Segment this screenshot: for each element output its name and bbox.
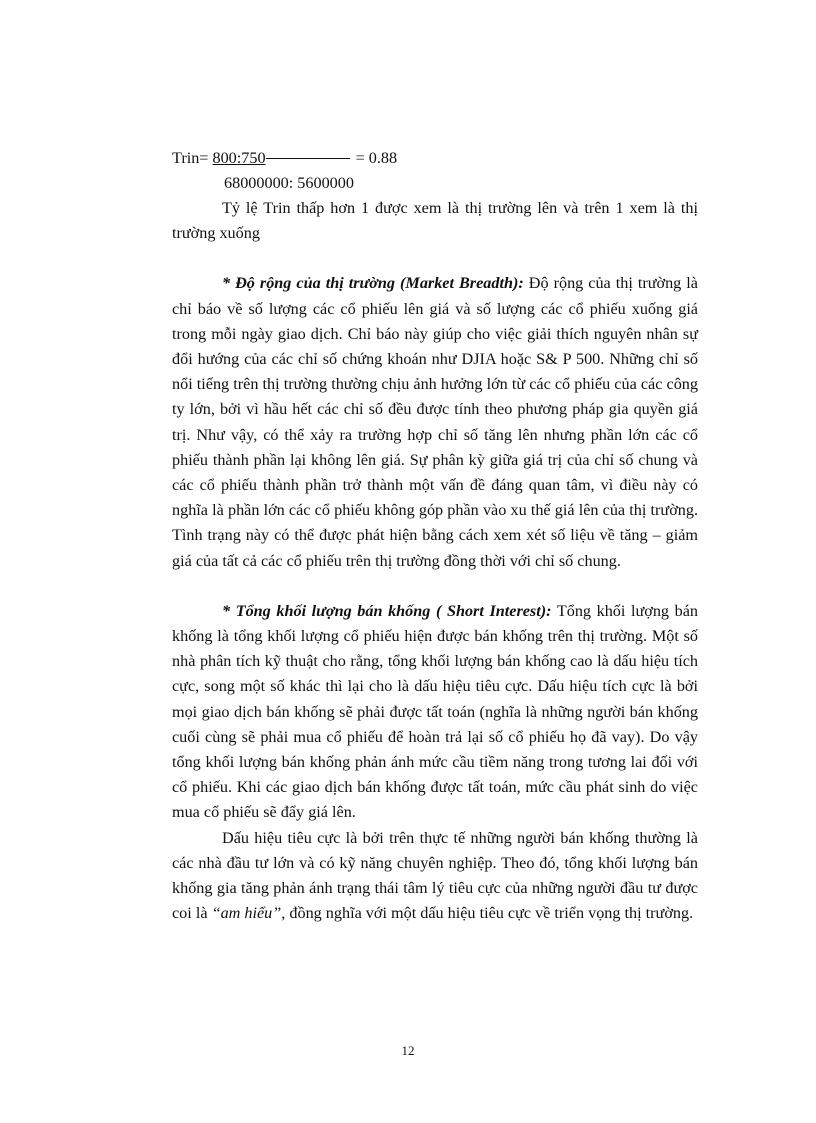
negative-signal-tail: , đồng nghĩa với một dấu hiệu tiêu cực về triển vọng thị trường. (281, 904, 694, 923)
short-interest-heading: * Tổng khối lượng bán khống ( Short Interest): (222, 601, 552, 620)
formula-result: = 0.88 (355, 149, 398, 167)
formula-lhs: Trin= (172, 149, 209, 167)
trin-formula (172, 146, 698, 171)
short-interest-text: Tổng khối lượng bán khống là tổng khối lượng cổ phiếu hiện được bán khống trên thị trường. Một số nhà phân tích kỹ thuật cho rằng, tổng khối lượng bán khống cao là dấu hiệu tích cực, song một số khác thì lại cho là dấu hiệu tiêu cực. Dấu hiệu tích cực là bởi mọi giao dịch bán khống sẽ phải được tất toán (nghĩa là những người bán khống cuối cùng sẽ phải mua cổ phiếu để hoàn trả lại số cổ phiếu họ đã vay). Do vậy tổng khối lượng bán khống phản ánh mức cầu tiềm năng trong tương lai đối với cổ phiếu. Khi các giao dịch bán khống được tất toán, mức cầu phát sinh do việc mua cổ phiếu sẽ đẩy giá lên. (172, 601, 698, 822)
formula-numerator: 800:750 (212, 149, 266, 167)
market-breadth-paragraph (172, 271, 698, 573)
page-content (172, 146, 698, 926)
formula-fraction-bar (266, 158, 350, 159)
page-number: 12 (401, 1043, 415, 1058)
trin-note: Tỷ lệ Trin thấp hơn 1 được xem là thị trường lên và trên 1 xem là thị trường xuống (172, 199, 698, 243)
negative-signal-paragraph (172, 826, 698, 927)
negative-signal-text: Dấu hiệu tiêu cực là bởi trên thực tế những người bán khống thường là các nhà đầu tư lớn và có kỹ năng chuyên nghiệp. Theo đó, tổng khối lượng bán khống gia tăng phản ánh trạng thái tâm lý tiêu cực của những người đầu tư được coi là (172, 828, 698, 923)
negative-signal-italic: “am hiểu” (211, 904, 282, 923)
market-breadth-heading: * Độ rộng của thị trường (Market Breadth): (222, 274, 524, 293)
market-breadth-text: Độ rộng của thị trường là chỉ báo về số lượng các cổ phiếu lên giá và số lượng các cổ phiếu xuống giá trong mỗi ngày giao dịch. Chỉ báo này giúp cho việc giải thích nguyên nhân sự đổi hướng của các chỉ số chứng khoán như DJIA hoặc S& P 500. Những chỉ số nổi tiếng trên thị trường thường chịu ảnh hưởng lớn từ các cổ phiếu của các công ty lớn, bởi vì hầu hết các chỉ số đều được tính theo phương pháp gia quyền giá trị. Như vậy, có thể xảy ra trường hợp chỉ số tăng lên nhưng phần lớn các cổ phiếu thành phần lại không lên giá. Sự phân kỳ giữa giá trị của chỉ số chung và các cổ phiếu thành phần trở thành một vấn đề đáng quan tâm, vì điều này có nghĩa là phần lớn các cổ phiếu không góp phần vào xu thế giá lên của thị trường. Tình trạng này có thể được phát hiện bằng cách xem xét số liệu về tăng – giảm giá của tất cả các cổ phiếu trên thị trường đồng thời với chỉ số chung. (172, 274, 698, 570)
short-interest-paragraph (172, 599, 698, 826)
formula-denominator: 68000000: 5600000 (224, 174, 354, 192)
